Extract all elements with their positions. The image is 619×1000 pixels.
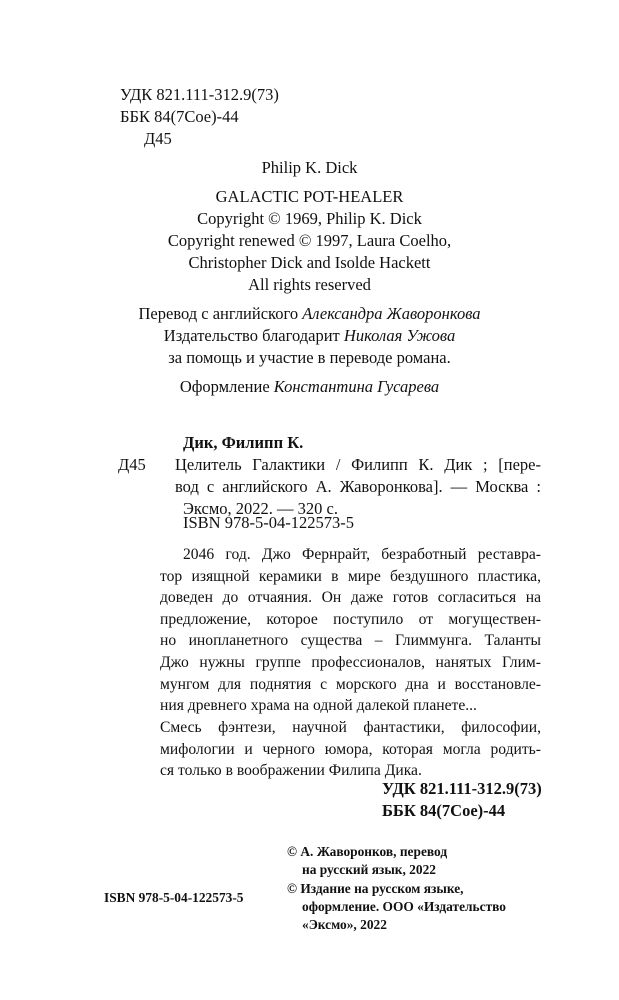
design-label: Оформление — [179, 377, 274, 396]
translation-copyright — [287, 843, 447, 879]
copyright-edition-line: оформление. ООО «Издательство — [302, 899, 506, 914]
annotation-paragraph — [160, 544, 541, 717]
catalog-description-line: Целитель Галактики / Филипп К. Дик ; [пере- — [175, 455, 541, 474]
catalog-heading: Дик, Филипп К. — [183, 433, 304, 452]
annotation-line: Джо нужны группе профессионалов, нанятых Глим- — [160, 653, 541, 671]
annotation-paragraph — [160, 717, 541, 782]
acknowledged-name: Николая Ужова — [343, 326, 456, 345]
catalog-description — [175, 454, 541, 520]
catalog-description-line: Эксмо, 2022. — 320 с. — [183, 499, 338, 518]
annotation-line: доведен до отчаяния. Он даже готов согласиться на — [160, 589, 541, 607]
bottom-udk-code: УДК 821.111-312.9(73) — [382, 779, 542, 798]
author-mark: Д45 — [144, 129, 172, 148]
copyright-line: Copyright renewed © 1997, Laura Coelho, — [167, 231, 452, 250]
original-author: Philip K. Dick — [261, 158, 358, 177]
annotation-line: ся только в воображении Филипа Дика. — [160, 762, 422, 780]
acknowledgement — [0, 325, 619, 347]
annotation-line: предложение, которое поступило от могуществен- — [160, 610, 541, 628]
copyright-edition-line: «Эксмо», 2022 — [302, 917, 387, 932]
annotation-line: мифологии и черного юмора, которая могла родить- — [160, 740, 541, 758]
designer-name: Константина Гусарева — [273, 377, 440, 396]
annotation-line: тор изящной керамики в мире бездушного пластика, — [160, 567, 541, 585]
annotation-line: 2046 год. Джо Фернрайт, безработный реставра- — [183, 546, 541, 563]
catalog-mark: Д45 — [118, 455, 146, 474]
acknowledgement-label: Издательство благодарит — [163, 326, 344, 345]
copyright-translation-line: на русский язык, 2022 — [302, 862, 436, 877]
design-credit — [0, 376, 619, 398]
copyright-translation-line: © А. Жаворонков, перевод — [287, 844, 448, 859]
copyright-line: Christopher Dick and Isolde Hackett — [188, 253, 431, 272]
copyright-edition-line: © Издание на русском языке, — [287, 881, 464, 896]
edition-copyright — [287, 880, 506, 934]
udk-code: УДК 821.111-312.9(73) — [120, 85, 279, 104]
translator-credit — [0, 303, 619, 325]
annotation-line: но инопланетного существа – Глиммунга. Таланты — [160, 632, 541, 650]
translator-label: Перевод с английского — [138, 304, 303, 323]
bottom-bbk-code: ББК 84(7Сое)-44 — [382, 801, 506, 820]
copyright-line: All rights reserved — [248, 275, 371, 294]
footer-isbn: ISBN 978-5-04-122573-5 — [104, 890, 244, 905]
annotation-line: мунгом для поднятия с морского дна и восстановле- — [160, 675, 541, 693]
translator-name: Александра Жаворонкова — [302, 304, 481, 323]
annotation-line: ния древнего храма на одной далекой планете... — [160, 697, 477, 715]
annotation-line: Смесь фэнтези, научной фантастики, философии, — [160, 719, 541, 736]
catalog-description-line: вод с английского А. Жаворонкова]. — Москва : — [175, 477, 541, 496]
copyright-line: Copyright © 1969, Philip K. Dick — [197, 209, 422, 228]
acknowledgement-reason: за помощь и участие в переводе романа. — [168, 348, 451, 367]
original-title: GALACTIC POT-HEALER — [215, 187, 404, 206]
catalog-isbn: ISBN 978-5-04-122573-5 — [183, 513, 354, 532]
bbk-code: ББК 84(7Сое)-44 — [120, 107, 239, 126]
